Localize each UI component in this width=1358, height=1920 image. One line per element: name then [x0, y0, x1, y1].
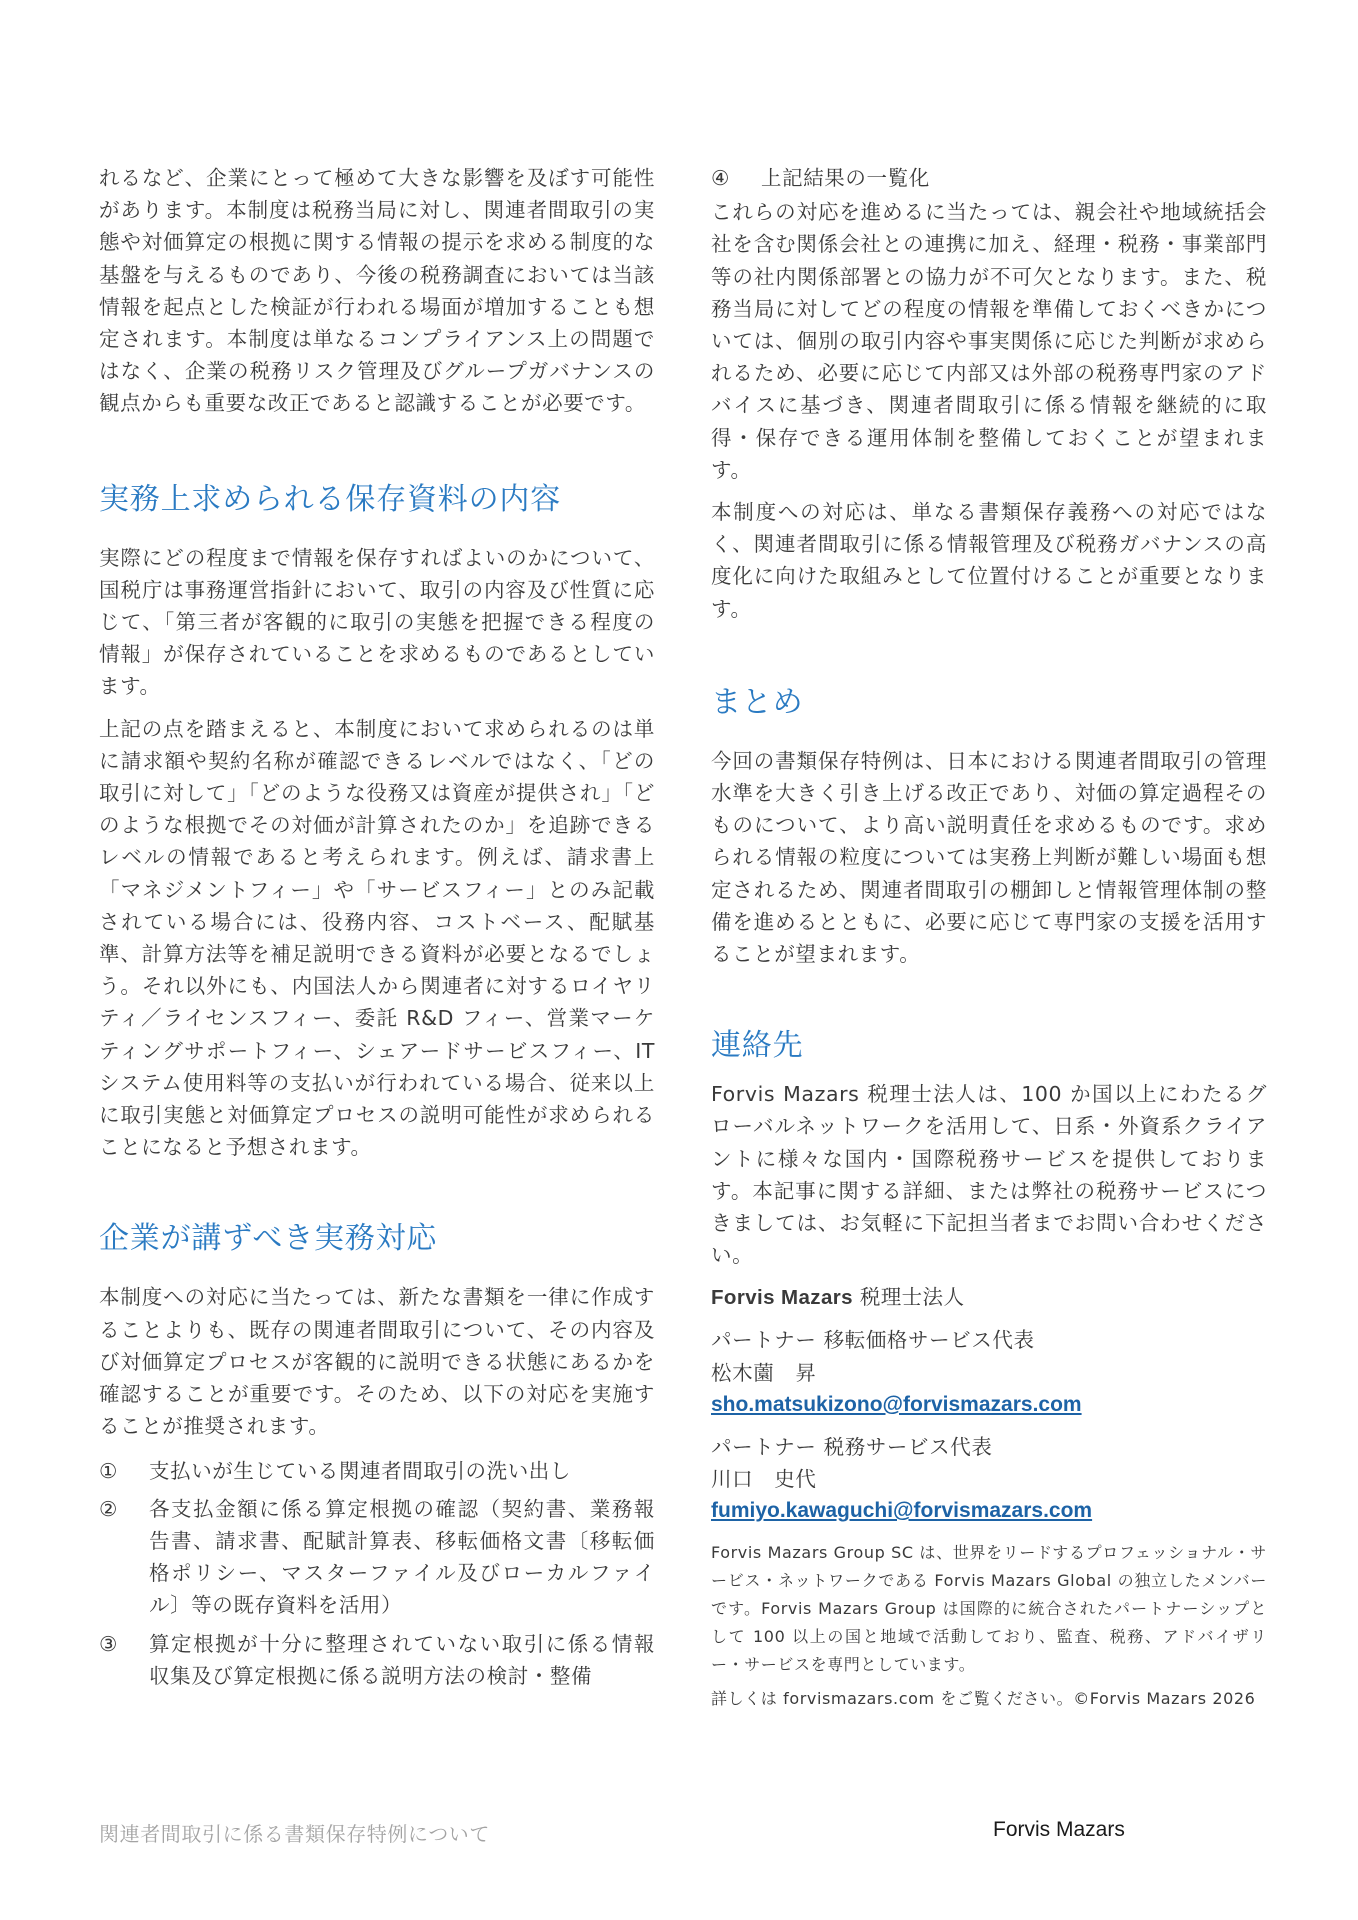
right-column [711, 162, 1267, 1713]
company-suffix: 税理士法人 [852, 1285, 965, 1310]
paragraph: 上記の点を踏まえると、本制度において求められるのは単に請求額や契約名称が確認できるレベルではなく、「どの取引に対して」「どのような役務又は資産が提供され」「どのような根拠でその対価が計算されたのか」を追跡できるレベルの情報であると考えられます。例えば、請求書上「マネジメントフィー」や「サービスフィー」とのみ記載されている場合には、役務内容、コストベース、配賦基準、計算方法等を補足説明できる資料が必要となるでしょう。それ以外にも、内国法人から関連者に対するロイヤリティ／ライセンスフィー、委託 R&D フィー、営業マーケティングサポートフィー、シェアードサービスフィー、IT システム使用料等の支払いが行われている場合、従来以上に取引実態と対価算定プロセスの説明可能性が求められることになると予想されます。 [99, 716, 655, 1160]
contact-email-link[interactable]: sho.matsukizono@forvismazars.com [711, 1392, 1082, 1416]
contact-email-link[interactable]: fumiyo.kawaguchi@forvismazars.com [711, 1499, 1093, 1523]
contact-title: パートナー 税務サービス代表 [711, 1434, 993, 1459]
paragraph: 本制度への対応は、単なる書類保存義務への対応ではなく、関連者間取引に係る情報管理及び税務ガバナンスの高度化に向けた取組みとして位置付けることが重要となります。 [711, 500, 1267, 621]
contact-name: 松木薗 昇 [711, 1360, 817, 1385]
left-column [99, 162, 655, 1698]
paragraph: 本制度への対応に当たっては、新たな書類を一律に作成することよりも、既存の関連者間取引について、その内容及び対価算定プロセスが客観的に説明できる状態にあるかを確認することが重要です。そのため、以下の対応を実施することが推奨されます。 [99, 1285, 655, 1439]
section-heading-practical-response: 企業が講ずべき実務対応 [99, 1221, 438, 1257]
paragraph: これらの対応を進めるに当たっては、親会社や地域統括会社を含む関係会社との連携に加え、経理・税務・事業部門等の社内関係部署との協力が不可欠となります。また、税務当局に対してどの程度の情報を準備しておくべきかについては、個別の取引内容や事実関係に応じた判断が求められるため、必要に応じて内部又は外部の税務専門家のアドバイスに基づき、関連者間取引に係る情報を継続的に取得・保存できる運用体制を整備しておくことが望まれます。 [711, 200, 1267, 482]
company-brand: Forvis Mazars [711, 1286, 853, 1310]
section-heading-summary: まとめ [711, 684, 804, 720]
section-heading-contact: 連絡先 [711, 1028, 804, 1064]
contact-title: パートナー 移転価格サービス代表 [711, 1328, 1035, 1353]
more-info: 詳しくは forvismazars.com をご覧ください。©Forvis Mazars 2026 [711, 1689, 1256, 1709]
action-list-continued [711, 162, 1267, 194]
action-list [99, 1455, 655, 1692]
list-item [711, 162, 1267, 194]
list-number: ② [99, 1496, 118, 1521]
intro-paragraph: れるなど、企業にとって極めて大きな影響を及ぼす可能性があります。本制度は税務当局に対し、関連者間取引の実態や対価算定の根拠に関する情報の提示を求める制度的な基盤を与えるものであり、今後の税務調査においては当該情報を起点とした検証が行われる場面が増加することも想定されます。本制度は単なるコンプライアンス上の問題ではなく、企業の税務リスク管理及びグループガバナンスの観点からも重要な改正であると認識することが必要です。 [99, 166, 655, 416]
footer-brand: Forvis Mazars [993, 1818, 1125, 1841]
list-number: ① [99, 1458, 118, 1483]
list-number: ③ [99, 1631, 118, 1656]
list-number: ④ [711, 166, 730, 190]
company-name [711, 1281, 1267, 1314]
list-item-text: 支払いが生じている関連者間取引の洗い出し [149, 1458, 571, 1483]
about-paragraph: Forvis Mazars Group SC は、世界をリードするプロフェッショナル・サービス・ネットワークである Forvis Mazars Global の独立したメンバーです。Forvis Mazars Group は国際的に統合されたパートナーシップとして 100 以上の国と地域で活動しており、監査、税務、アドバイザリー・サービスを専門としています。 [711, 1543, 1267, 1675]
list-item-text: 上記結果の一覧化 [761, 166, 930, 190]
contact-paragraph: Forvis Mazars 税理士法人は、100 か国以上にわたるグローバルネットワークを活用して、日系・外資系クライアントに様々な国内・国際税務サービスを提供しております。本記事に関する詳細、または弊社の税務サービスにつきましては、お気軽に下記担当者までお問い合わせください。 [711, 1082, 1267, 1268]
list-item-text: 各支払金額に係る算定根拠の確認（契約書、業務報告書、請求書、配賦計算表、移転価格文書〔移転価格ポリシー、マスターファイル及びローカルファイル〕等の既存資料を活用） [149, 1496, 655, 1618]
list-item-text: 算定根拠が十分に整理されていない取引に係る情報収集及び算定根拠に係る説明方法の検討・整備 [149, 1631, 655, 1688]
list-item [99, 1493, 655, 1622]
list-item [99, 1628, 655, 1692]
contact-name: 川口 史代 [711, 1467, 817, 1492]
paragraph: 今回の書類保存特例は、日本における関連者間取引の管理水準を大きく引き上げる改正であり、対価の算定過程そのものについて、より高い説明責任を求めるものです。求められる情報の粒度については実務上判断が難しい場面も想定されるため、関連者間取引の棚卸しと情報管理体制の整備を進めるとともに、必要に応じて専門家の支援を活用することが望まれます。 [711, 748, 1267, 967]
list-item [99, 1455, 655, 1487]
section-heading-required-documents: 実務上求められる保存資料の内容 [99, 481, 561, 517]
contact-person [711, 1324, 1267, 1420]
paragraph: 実際にどの程度まで情報を保存すればよいのかについて、国税庁は事務運営指針において、取引の内容及び性質に応じて、「第三者が客観的に取引の実態を把握できる程度の情報」が保存されていることを求めるものであるとしています。 [99, 545, 655, 699]
footer-document-title: 関連者間取引に係る書類保存特例について [99, 1822, 490, 1846]
contact-person [711, 1431, 1267, 1527]
